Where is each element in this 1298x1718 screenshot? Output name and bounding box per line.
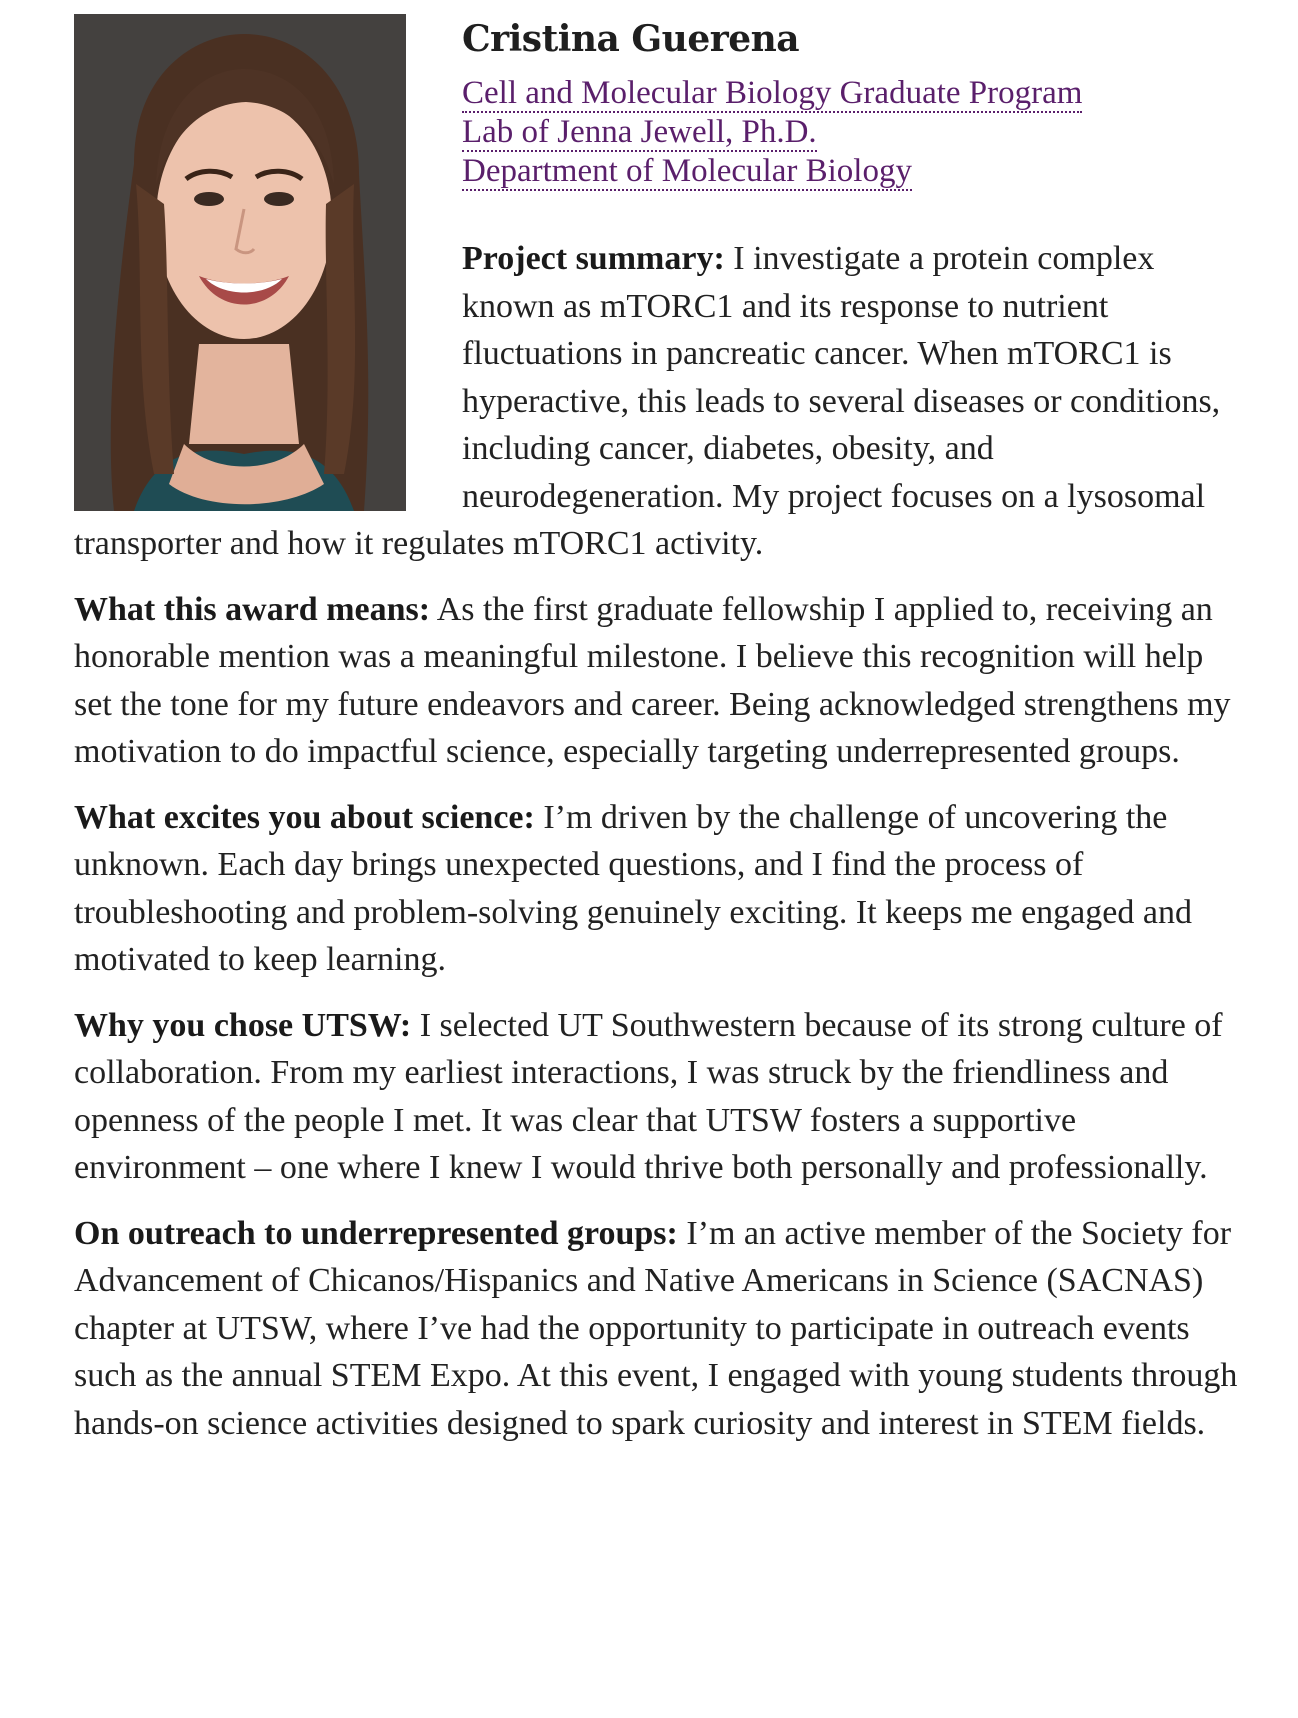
department-link[interactable]: Department of Molecular Biology bbox=[462, 153, 912, 189]
science-excitement-paragraph bbox=[74, 794, 1239, 984]
section-label: Why you chose UTSW: bbox=[74, 1006, 412, 1044]
section-text: As the first graduate fellowship I applied to, receiving an honorable mention was a meaningful milestone. I believe this recognition will help set the tone for my future endeavors and career. Being acknowledged strengthens my motivation to do impactful science, especially targeting underrepresented groups. bbox=[74, 590, 1231, 770]
section-text: I’m an active member of the Society for Advancement of Chicanos/Hispanics and Native Americans in Science (SACNAS) chapter at UTSW, where I’ve had the opportunity to participate in outreach events such as the annual STEM Expo. At this event, I engaged with young students through hands-on science activities designed to spark curiosity and interest in STEM fields. bbox=[74, 1214, 1238, 1442]
section-text: I’m driven by the challenge of uncovering the unknown. Each day brings unexpected questions, and I find the process of troubleshooting and problem-solving genuinely exciting. It keeps me engaged and motivated to keep learning. bbox=[74, 798, 1192, 978]
section-label: On outreach to underrepresented groups: bbox=[74, 1214, 678, 1252]
person-name: Cristina Guerena bbox=[462, 18, 800, 60]
program-link[interactable]: Cell and Molecular Biology Graduate Program bbox=[462, 75, 1083, 111]
profile-photo bbox=[74, 14, 406, 511]
profile-article bbox=[74, 14, 1239, 1465]
section-text: I investigate a protein complex known as mTORC1 and its response to nutrient fluctuations in pancreatic cancer. When mTORC1 is hyperactive, this leads to several diseases or conditions, including cancer, diabetes, obesity, and neurodegeneration. My project focuses on a lysosomal transporter and how it regulates mTORC1 activity. bbox=[74, 240, 1221, 562]
lab-link[interactable]: Lab of Jenna Jewell, Ph.D. bbox=[462, 114, 817, 150]
section-text: I selected UT Southwestern because of its strong culture of collaboration. From my earliest interactions, I was struck by the friendliness and openness of the people I met. It was clear that UTSW fosters a supportive environment – one where I knew I would thrive both personally and professionally. bbox=[74, 1006, 1223, 1186]
award-meaning-paragraph bbox=[74, 586, 1239, 776]
outreach-paragraph bbox=[74, 1210, 1239, 1448]
section-label: What this award means: bbox=[74, 590, 431, 628]
section-label: Project summary: bbox=[462, 240, 725, 277]
why-utsw-paragraph bbox=[74, 1002, 1239, 1192]
section-label: What excites you about science: bbox=[74, 798, 535, 836]
